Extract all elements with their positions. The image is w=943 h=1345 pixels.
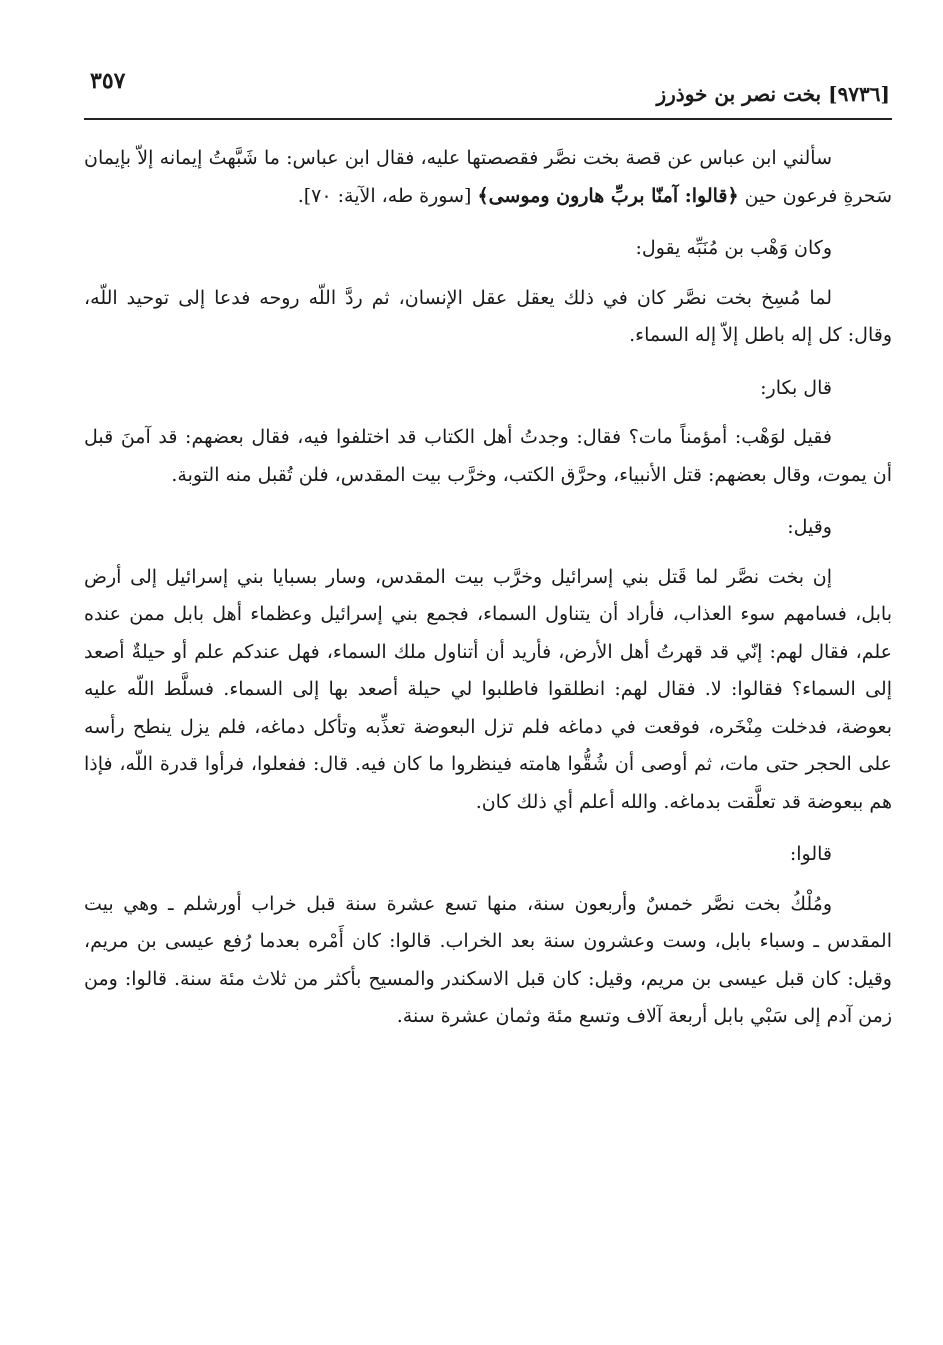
page-header [84, 60, 892, 116]
header-rule [84, 118, 892, 120]
paragraph-mosquito-story: إن بخت نصَّر لما قَتل بني إسرائيل وخرَّب بيت المقدس، وسار بسبايا بني إسرائيل إلى أرض بابل، فسامهم سوء العذاب، فأراد أن يتناول السماء، فجمع بني إسرائيل وعظماء أهل بابل ممن عنده علم، فقال لهم: إنّي قد قهرتُ أهل الأرض، فأريد أن أتناول ملك السماء، فهل عندكم علم أو حيلةٌ أصعد إلى السماء؟ فقالوا: لا. فقال لهم: انطلقوا فاطلبوا لي حيلة أصعد بها إلى السماء. فسلَّط اللّه عليه بعوضة، فدخلت مِنْخَره، فوقعت في دماغه فلم تزل البعوضة تعذِّبه وتأكل دماغه، فلم يزل ينطح رأسه على الحجر حتى مات، ثم أوصى أن شُقُّوا هامته فينظروا ما كان فيه. قال: ففعلوا، فرأوا قدرة اللّه، فإذا هم ببعوضة قد تعلَّقت بدماغه. والله أعلم أي ذلك كان. [84, 565, 892, 813]
page-number: ٣٥٧ [90, 68, 126, 94]
paragraph-text: سألني ابن عباس عن قصة بخت نصَّر فقصصتها عليه، فقال ابن عباس: ما شَبَّهتُ إيمانه إلاّ بإيمان سَحرةِ فرعون حين [84, 147, 892, 207]
paragraph-transformation: لما مُسِخ بخت نصَّر كان في ذلك يعقل عقل الإنسان، ثم ردَّ اللّه روحه فدعا إلى توحيد اللّه، وقال: كل إله باطل إلاّ إله السماء. [84, 286, 892, 346]
paragraph-bakkar-intro: قال بكار: [760, 376, 832, 399]
page-body [84, 140, 892, 1051]
quran-verse: ﴿قالوا: آمنّا بربِّ هارون وموسى﴾ [477, 184, 739, 207]
paragraph-faith-question: فقيل لوَهْب: أمؤمناً مات؟ فقال: وجدتُ أهل الكتاب قد اختلفوا فيه، فقال بعضهم: قد آمنَ قبل أن يموت، وقال بعضهم: قتل الأنبياء، وحرَّق الكتب، وخرَّب بيت المقدس، فلن تُقبل منه التوبة. [84, 426, 892, 486]
paragraph-wa-qil: وقيل: [787, 516, 832, 538]
paragraph-qalu: قالوا: [789, 843, 832, 865]
paragraph-wahb-intro: وكان وَهْب بن مُنَبِّه يقول: [635, 237, 832, 259]
paragraph-ibn-abbas [84, 140, 892, 215]
paragraph-reign-length: ومُلْكُ بخت نصَّر خمسٌ وأربعون سنة، منها تسع عشرة سنة قبل خراب أورشلم ـ وهي بيت المقدس ـ وسباء بابل، وست وعشرون سنة بعد الخراب. قالوا: كان أَمْره بعدما رُفع عيسى بن مريم، وقيل: كان قبل عيسى بن مريم، وقيل: كان قبل الاسكندر والمسيح بأكثر من ثلاث مئة سنة. قالوا: ومن زمن آدم إلى سَبْي بابل أربعة آلاف وتسع مئة وثمان عشرة سنة. [84, 892, 892, 1027]
verse-reference: [سورة طه، الآية: ٧٠]. [297, 184, 472, 207]
running-title: [٩٧٣٦] بخت نصر بن خوذرز [656, 82, 890, 106]
